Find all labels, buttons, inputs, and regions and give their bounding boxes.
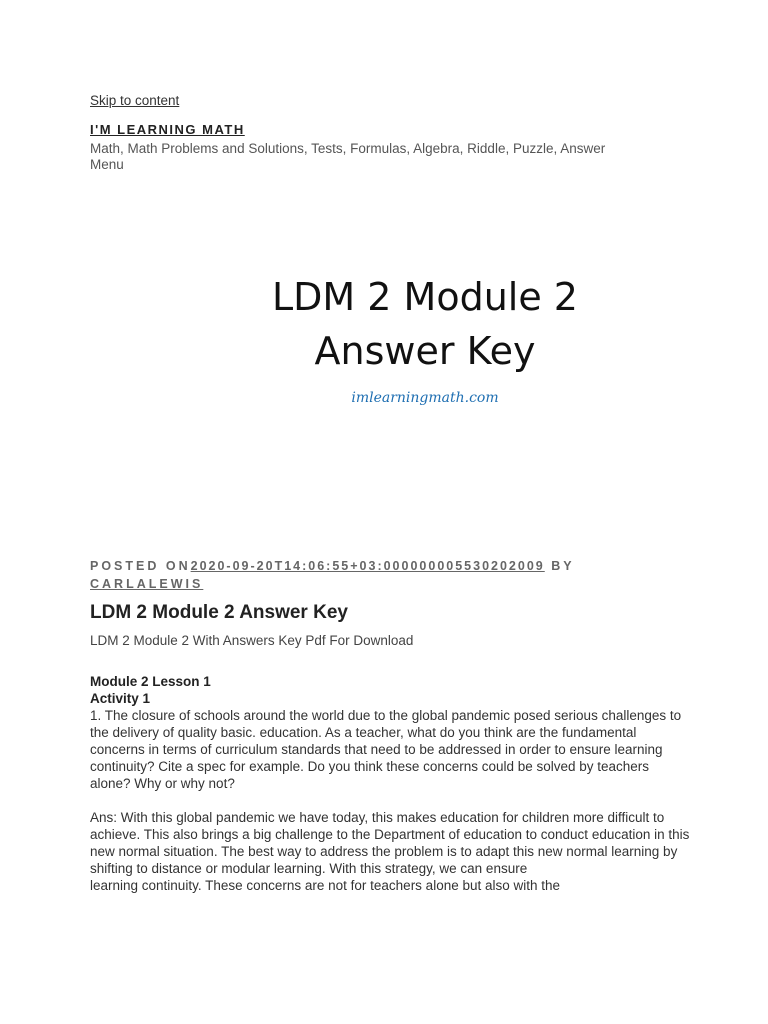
by-label: BY (551, 559, 575, 573)
answer-paragraph: Ans: With this global pandemic we have today, this makes education for children more difficult to achieve. This also brings a big challenge to the Department of education to conduct education in this new normal situation. The best way to address the problem is to adapt this new normal learning by shifting to distance or modular learning. With this strategy, we can ensure (90, 810, 690, 876)
skip-to-content-link[interactable]: Skip to content (90, 93, 180, 108)
lesson-heading: Module 2 Lesson 1 (90, 674, 211, 689)
featured-image-title-line-1: LDM 2 Module 2 (272, 275, 578, 319)
question-paragraph: 1. The closure of schools around the world due to the global pandemic posed serious challenges to the delivery of quality basic. education. As a teacher, what do you think are the fundamental concerns in terms of curriculum standards that need to be addressed in order to ensure learning continuity? Cite a spec for example. Do you think these concerns could be solved by teachers alone? Why or why not? (90, 708, 682, 791)
featured-image-site-name: imlearningmath.com (351, 390, 499, 406)
site-description: Math, Math Problems and Solutions, Tests, Formulas, Algebra, Riddle, Puzzle, Answer (90, 141, 606, 156)
menu-toggle[interactable]: Menu (90, 157, 124, 172)
author-link[interactable]: CARLALEWIS (90, 577, 204, 591)
activity-heading: Activity 1 (90, 691, 151, 706)
post-meta (90, 557, 650, 593)
site-title-link[interactable]: I'M LEARNING MATH (90, 122, 245, 137)
post-subtitle: LDM 2 Module 2 With Answers Key Pdf For Download (90, 633, 414, 648)
featured-image-title-line-2: Answer Key (314, 329, 536, 373)
post-date-link[interactable]: 2020-09-20T14:06:55+03:000000005530202009 (190, 559, 545, 573)
featured-image (250, 270, 600, 406)
posted-on-label: POSTED ON (90, 559, 191, 573)
post-content (90, 673, 690, 894)
answer-paragraph-continued: learning continuity. These concerns are not for teachers alone but also with the (90, 878, 561, 893)
post-title: LDM 2 Module 2 Answer Key (90, 602, 348, 623)
